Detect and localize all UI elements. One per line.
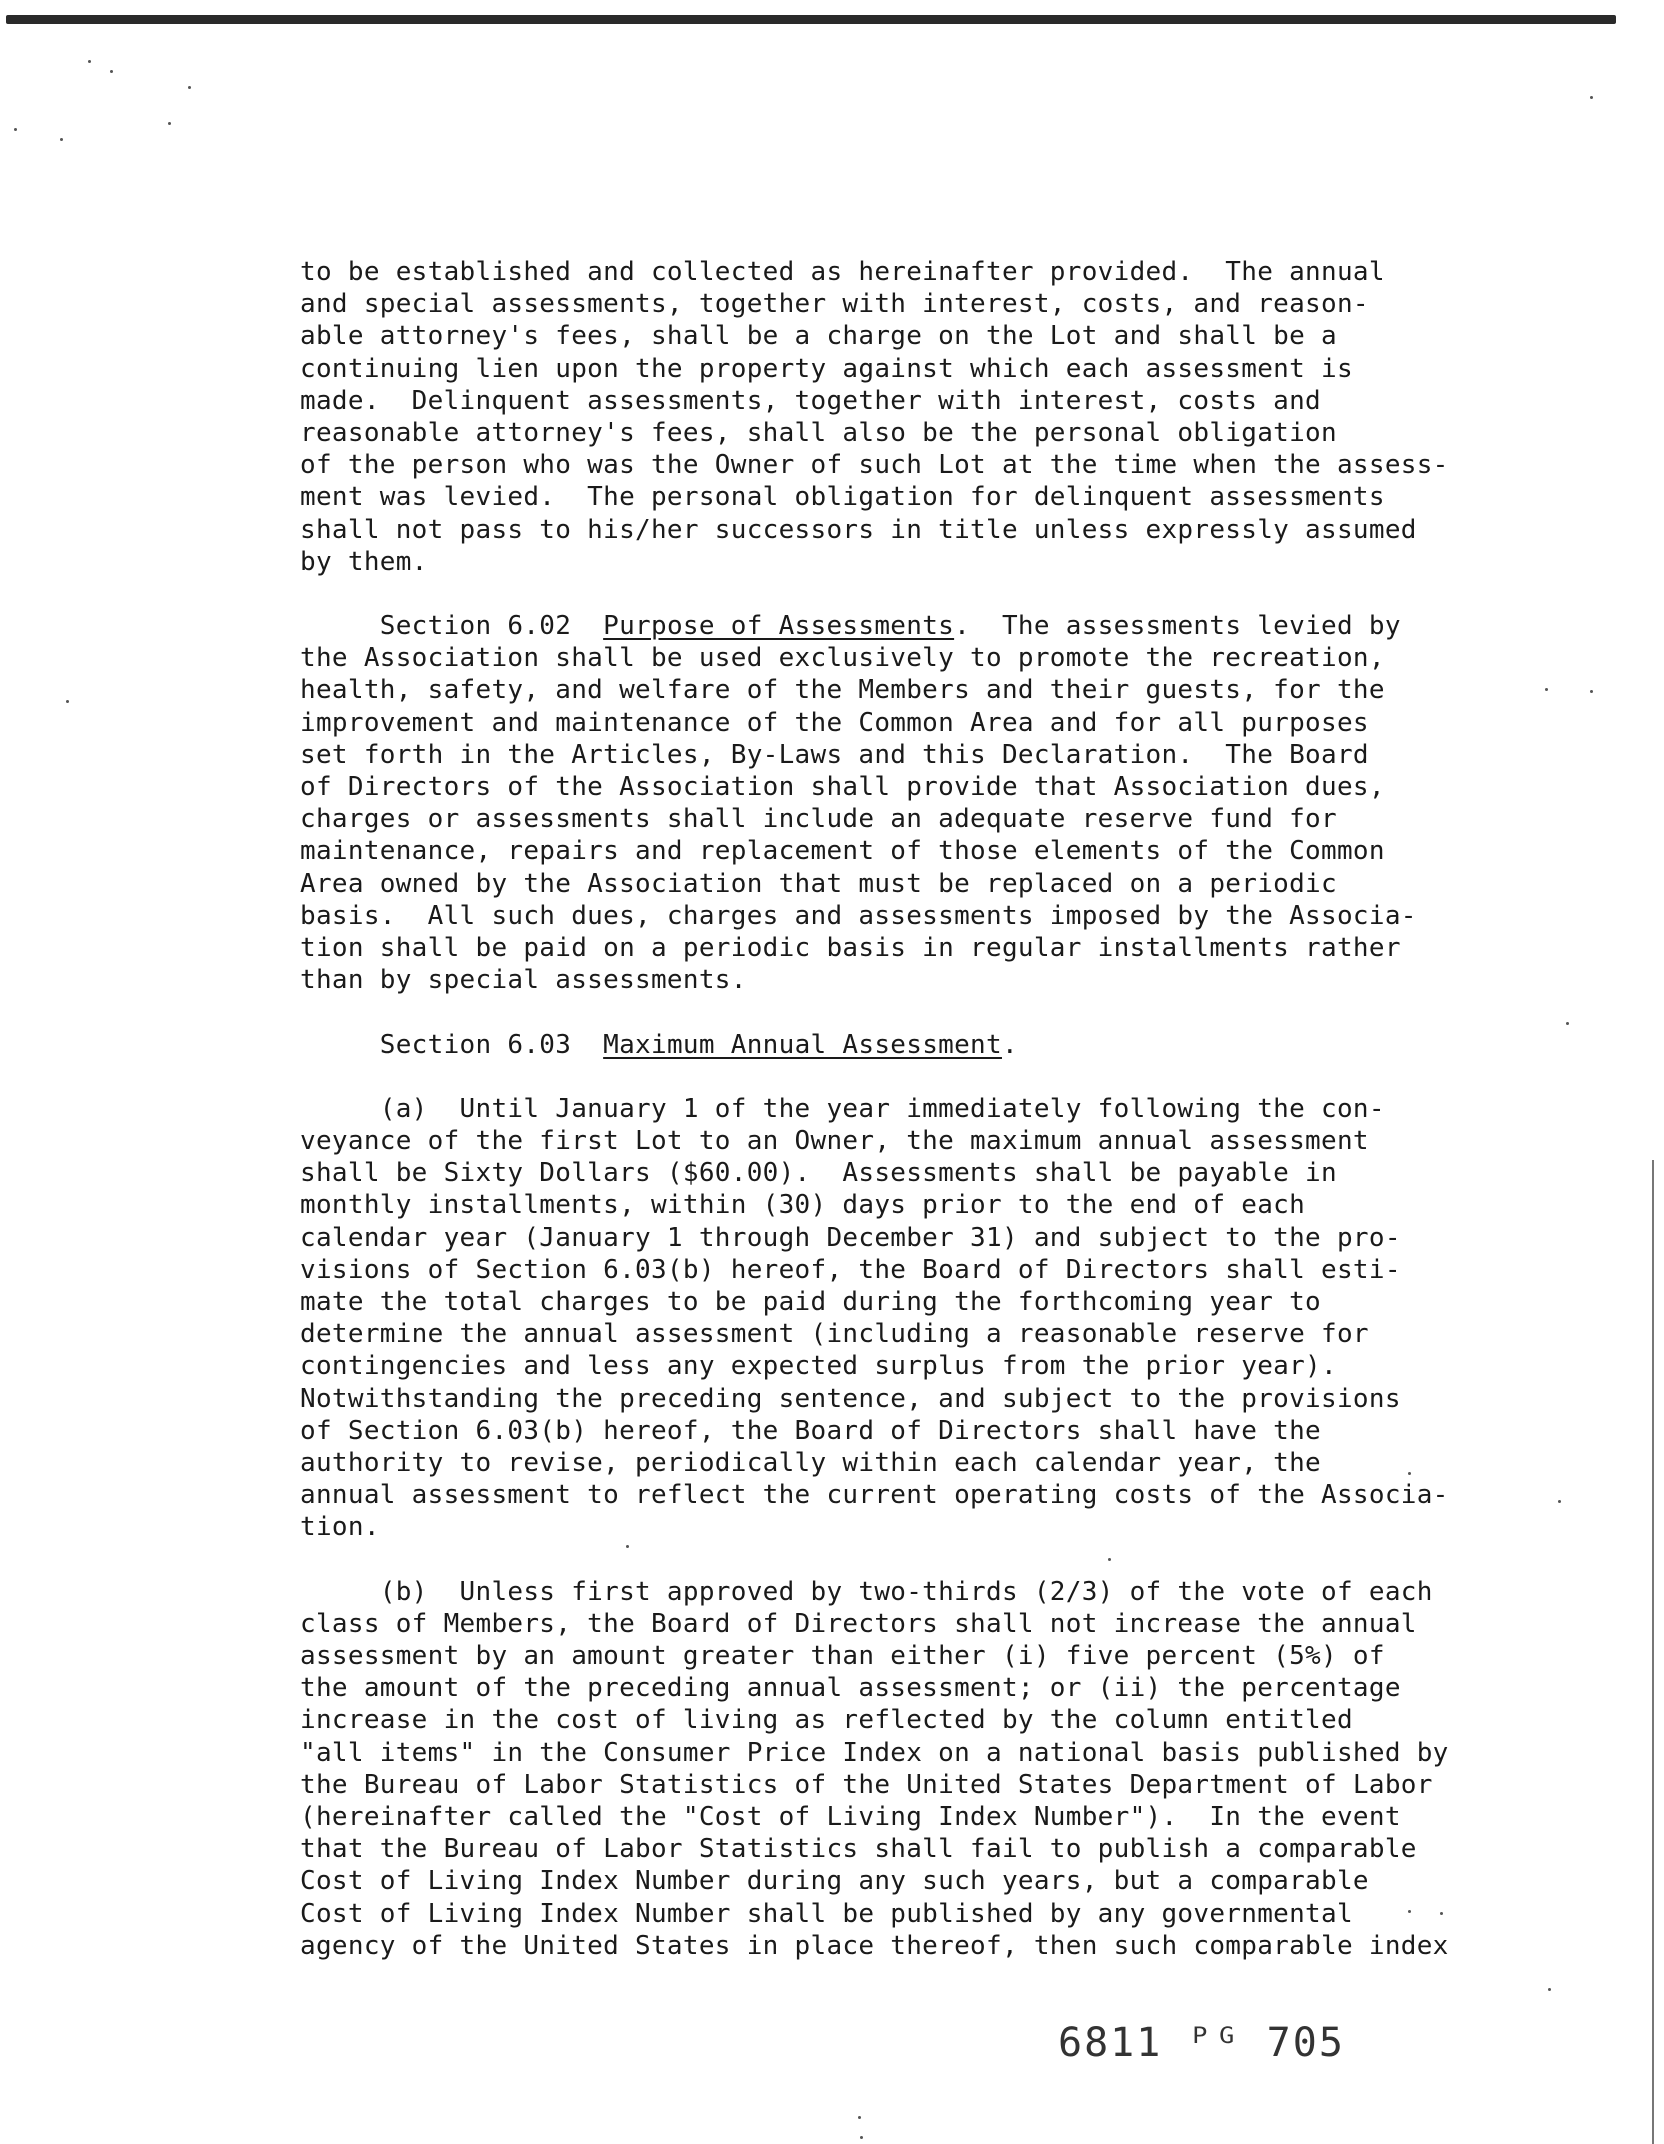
text-line: improvement and maintenance of the Common Area and for all purposes bbox=[300, 707, 1369, 738]
scan-speck bbox=[1590, 690, 1593, 693]
section-6-03 bbox=[300, 1029, 1480, 1061]
text-line: Cost of Living Index Number during any such years, but a comparable bbox=[300, 1866, 1369, 1897]
text-line: continuing lien upon the property against which each assessment is bbox=[300, 353, 1353, 384]
blank-line bbox=[300, 1544, 1480, 1576]
text-line: maintenance, repairs and replacement of those elements of the Common bbox=[300, 836, 1385, 867]
text-line: tion shall be paid on a periodic basis in regular installments rather bbox=[300, 932, 1401, 963]
text-line: by them. bbox=[300, 546, 428, 577]
section-label: Section 6.02 bbox=[300, 611, 604, 642]
blank-line bbox=[300, 1061, 1480, 1093]
section-6-02-heading-line bbox=[300, 610, 1480, 642]
text-run: . The assessments levied by bbox=[954, 611, 1401, 642]
text-line: of the person who was the Owner of such Lot at the time when the assess- bbox=[300, 450, 1449, 481]
section-6-02 bbox=[300, 610, 1480, 996]
text-line: "all items" in the Consumer Price Index on a national basis published by bbox=[300, 1737, 1449, 1768]
blank-line bbox=[300, 996, 1480, 1028]
section-title: Purpose of Assessments bbox=[603, 611, 955, 642]
text-line: the Bureau of Labor Statistics of the United States Department of Labor bbox=[300, 1769, 1433, 1800]
scan-speck bbox=[110, 70, 113, 73]
text-line: Area owned by the Association that must be replaced on a periodic bbox=[300, 868, 1337, 899]
text-line: the Association shall be used exclusively to promote the recreation, bbox=[300, 643, 1385, 674]
text-line: to be established and collected as hereinafter provided. The annual bbox=[300, 257, 1385, 287]
scan-speck bbox=[1545, 688, 1548, 691]
scan-speck bbox=[1558, 1500, 1561, 1503]
text-line: that the Bureau of Labor Statistics shall fail to publish a comparable bbox=[300, 1834, 1417, 1865]
text-line: visions of Section 6.03(b) hereof, the Board of Directors shall esti- bbox=[300, 1254, 1401, 1285]
text-line: determine the annual assessment (including a reasonable reserve for bbox=[300, 1319, 1369, 1350]
text-line: monthly installments, within (30) days prior to the end of each bbox=[300, 1190, 1306, 1221]
scan-speck bbox=[1590, 96, 1593, 99]
scan-speck bbox=[66, 700, 69, 703]
text-line: tion. bbox=[300, 1512, 380, 1543]
section-6-03-heading-line bbox=[300, 1029, 1480, 1061]
scan-speck bbox=[60, 138, 63, 141]
text-line: the amount of the preceding annual assessment; or (ii) the percentage bbox=[300, 1673, 1401, 1704]
text-line: charges or assessments shall include an adequate reserve fund for bbox=[300, 804, 1337, 835]
scan-speck bbox=[1548, 1988, 1551, 1991]
text-line: (a) Until January 1 of the year immediately following the con- bbox=[300, 1093, 1385, 1124]
text-line: than by special assessments. bbox=[300, 965, 747, 996]
text-line: veyance of the first Lot to an Owner, the maximum annual assessment bbox=[300, 1126, 1369, 1157]
paragraph-assessment-lien bbox=[300, 256, 1480, 578]
paragraph-b bbox=[300, 1576, 1480, 1962]
text-line: agency of the United States in place thereof, then such comparable index bbox=[300, 1930, 1449, 1961]
scan-speck bbox=[1566, 1022, 1569, 1025]
text-line: calendar year (January 1 through December 31) and subject to the pro- bbox=[300, 1222, 1401, 1253]
text-line: class of Members, the Board of Directors shall not increase the annual bbox=[300, 1608, 1417, 1639]
text-line: of Directors of the Association shall provide that Association dues, bbox=[300, 772, 1385, 802]
text-line: Notwithstanding the preceding sentence, and subject to the provisions bbox=[300, 1383, 1401, 1414]
text-line: set forth in the Articles, By-Laws and this Declaration. The Board bbox=[300, 739, 1369, 770]
text-line: (hereinafter called the "Cost of Living Index Number"). In the event bbox=[300, 1802, 1401, 1832]
text-line: assessment by an amount greater than either (i) five percent (5%) of bbox=[300, 1641, 1385, 1672]
text-line: annual assessment to reflect the current operating costs of the Associa- bbox=[300, 1480, 1449, 1511]
top-scan-border bbox=[6, 15, 1616, 24]
text-line: health, safety, and welfare of the Members and their guests, for the bbox=[300, 675, 1385, 706]
right-scan-edge bbox=[1652, 1160, 1654, 2144]
text-line: contingencies and less any expected surplus from the prior year). bbox=[300, 1351, 1337, 1382]
text-line: reasonable attorney's fees, shall also be the personal obligation bbox=[300, 417, 1337, 448]
text-line: (b) Unless first approved by two-thirds (2/3) of the vote of each bbox=[300, 1576, 1433, 1607]
scan-speck bbox=[14, 128, 17, 131]
text-run: . bbox=[1001, 1029, 1018, 1060]
text-line: shall not pass to his/her successors in title unless expressly assumed bbox=[300, 514, 1417, 545]
section-title: Maximum Annual Assessment bbox=[603, 1029, 1002, 1060]
text-line: and special assessments, together with interest, costs, and reason- bbox=[300, 289, 1369, 320]
text-line: increase in the cost of living as reflected by the column entitled bbox=[300, 1705, 1353, 1736]
text-line: able attorney's fees, shall be a charge on the Lot and shall be a bbox=[300, 321, 1337, 352]
scan-speck bbox=[88, 60, 91, 63]
section-label: Section 6.03 bbox=[300, 1029, 604, 1060]
text-line: basis. All such dues, charges and assessments imposed by the Associa- bbox=[300, 900, 1417, 931]
text-line: ment was levied. The personal obligation for delinquent assessments bbox=[300, 482, 1385, 513]
book-page-stamp: 6811 ᴾᴳ 705 bbox=[1058, 2020, 1345, 2066]
document-body bbox=[300, 256, 1480, 1962]
text-line: shall be Sixty Dollars ($60.00). Assessments shall be payable in bbox=[300, 1158, 1337, 1189]
paragraph-a bbox=[300, 1093, 1480, 1544]
scan-speck bbox=[858, 2116, 861, 2119]
scan-speck bbox=[860, 2136, 863, 2139]
text-line: of Section 6.03(b) hereof, the Board of Directors shall have the bbox=[300, 1415, 1322, 1446]
text-line: made. Delinquent assessments, together with interest, costs and bbox=[300, 385, 1322, 416]
scan-speck bbox=[168, 122, 171, 125]
text-line: authority to revise, periodically within each calendar year, the bbox=[300, 1447, 1322, 1478]
blank-line bbox=[300, 578, 1480, 610]
scan-speck bbox=[188, 86, 191, 89]
text-line: Cost of Living Index Number shall be published by any governmental bbox=[300, 1898, 1353, 1929]
text-line: mate the total charges to be paid during the forthcoming year to bbox=[300, 1287, 1322, 1317]
